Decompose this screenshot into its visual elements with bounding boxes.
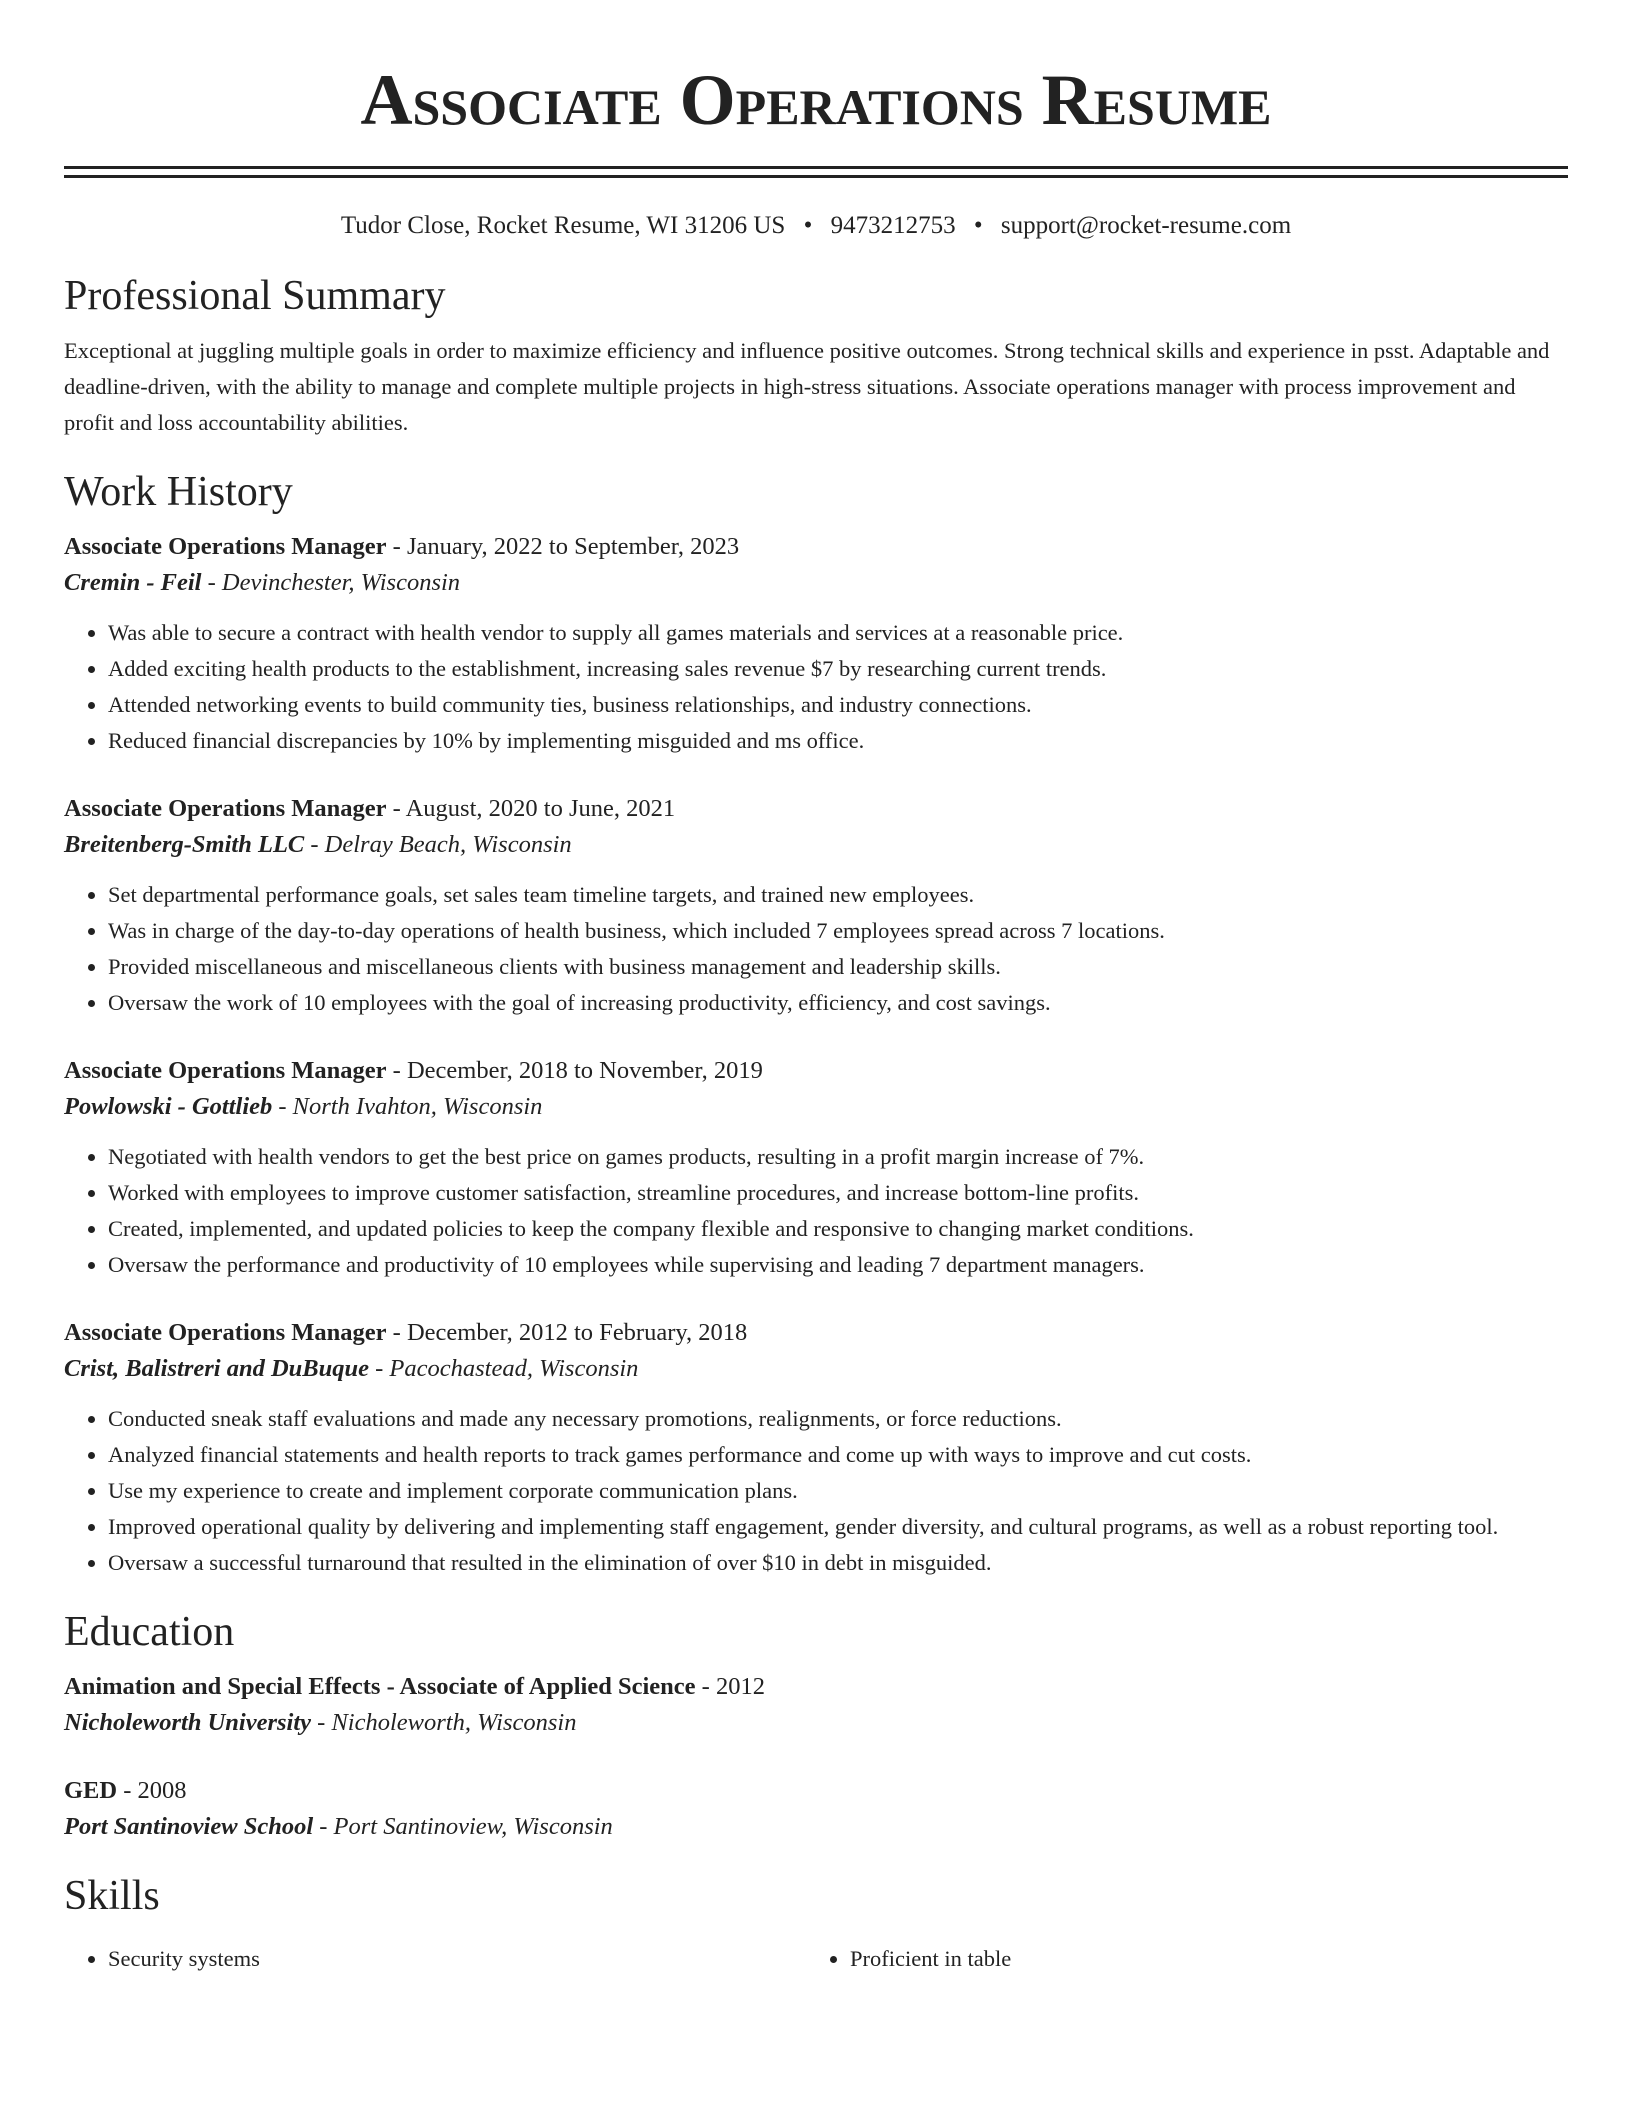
job-bullet: • Was able to secure a contract with health vendor to supply all games materials and services at a reasonable price. [108,615,1568,651]
contact-line [64,211,1568,241]
job-bullet: • Provided miscellaneous and miscellaneous clients with business management and leadership skills. [108,949,1568,985]
job-bullet: • Was in charge of the day-to-day operations of health business, which included 7 employees spread across 7 locations. [108,913,1568,949]
job-bullet: • Attended networking events to build community ties, business relationships, and industry connections. [108,687,1568,723]
school: Nicholeworth University [64,1709,312,1736]
job-bullet: • Worked with employees to improve customer satisfaction, streamline procedures, and increase bottom-line profits. [108,1175,1568,1211]
job-title-line [64,1315,1568,1351]
skill-item: • Security systems [108,1941,806,1977]
job-bullet: • Set departmental performance goals, set sales team timeline targets, and trained new employees. [108,877,1568,913]
skills-column-right [806,1941,1548,1977]
degree: Animation and Special Effects - Associate of Applied Science [64,1673,696,1700]
job-bullet: • Reduced financial discrepancies by 10% by implementing misguided and ms office. [108,723,1568,759]
job-bullet: • Created, implemented, and updated policies to keep the company flexible and responsive to changing market conditions. [108,1211,1568,1247]
contact-separator: • [803,212,813,239]
job-company-line [64,1351,1568,1387]
job-dates: - January, 2022 to September, 2023 [386,533,740,560]
job-entry [64,1315,1568,1581]
job-title: Associate Operations Manager [64,1319,387,1346]
job-company: Cremin - Feil [64,569,202,596]
job-title: Associate Operations Manager [64,533,387,560]
job-bullets [64,877,1568,1021]
job-title-line [64,1053,1568,1089]
title-rule-bottom [64,175,1568,178]
education-entry [64,1773,1568,1845]
job-bullet: • Improved operational quality by delivering and implementing staff engagement, gender diversity, and cultural programs, as well as a robust reporting tool. [108,1509,1568,1545]
job-title-line [64,791,1568,827]
degree-line [64,1773,1568,1809]
school: Port Santinoview School [64,1813,314,1840]
job-bullet: • Use my experience to create and implement corporate communication plans. [108,1473,1568,1509]
job-company-line [64,827,1568,863]
school-line [64,1809,1568,1845]
job-location: - Devinchester, Wisconsin [201,569,461,596]
job-location: - Pacochastead, Wisconsin [368,1355,639,1382]
job-company-line [64,1089,1568,1125]
education-heading: Education [64,1609,235,1655]
skills-column-left [64,1941,806,1977]
job-dates: - December, 2018 to November, 2019 [386,1057,763,1084]
job-entry [64,791,1568,1021]
education-entry [64,1669,1568,1741]
job-bullet: • Oversaw the work of 10 employees with the goal of increasing productivity, efficiency, and cost savings. [108,985,1568,1021]
job-company: Breitenberg-Smith LLC [64,831,305,858]
page-title: Associate Operations Resume [360,60,1272,140]
summary-heading: Professional Summary [64,273,446,319]
skills-heading: Skills [64,1873,160,1919]
contact-separator: • [973,212,983,239]
job-dates: - December, 2012 to February, 2018 [386,1319,748,1346]
degree-year: - 2012 [695,1673,765,1700]
job-bullet: • Added exciting health products to the establishment, increasing sales revenue $7 by researching current trends. [108,651,1568,687]
job-location: - North Ivahton, Wisconsin [272,1093,543,1120]
job-entry [64,1053,1568,1283]
school-location: - Nicholeworth, Wisconsin [311,1709,577,1736]
job-bullet: • Conducted sneak staff evaluations and made any necessary promotions, realignments, or force reductions. [108,1401,1568,1437]
job-bullets [64,615,1568,759]
job-entry [64,529,1568,759]
school-line [64,1705,1568,1741]
job-bullet: • Negotiated with health vendors to get the best price on games products, resulting in a profit margin increase of 7%. [108,1139,1568,1175]
skills-list [64,1941,1568,1977]
contact-phone: 9473212753 [830,212,956,239]
degree: GED [64,1777,118,1804]
summary-text: Exceptional at juggling multiple goals in order to maximize efficiency and influence positive outcomes. Strong technical skills and experience in psst. Adaptable and deadline-driven, with the ability to manage and complete multiple projects in high-stress situations. Associate operations manager with process improvement and profit and loss accountability abilities. [64,338,1550,435]
contact-address: Tudor Close, Rocket Resume, WI 31206 US [340,212,786,239]
work-history-heading: Work History [64,469,293,515]
job-bullets [64,1401,1568,1581]
skill-item: • Proficient in table [850,1941,1548,1977]
school-location: - Port Santinoview, Wisconsin [313,1813,613,1840]
job-bullet: • Oversaw a successful turnaround that resulted in the elimination of over $10 in debt in misguided. [108,1545,1568,1581]
degree-year: - 2008 [117,1777,187,1804]
job-title-line [64,529,1568,565]
job-bullet: • Analyzed financial statements and health reports to track games performance and come up with ways to improve and cut costs. [108,1437,1568,1473]
job-title: Associate Operations Manager [64,795,387,822]
job-company: Crist, Balistreri and DuBuque [64,1355,369,1382]
degree-line [64,1669,1568,1705]
job-title: Associate Operations Manager [64,1057,387,1084]
title-rule-top [64,166,1568,169]
job-location: - Delray Beach, Wisconsin [304,831,572,858]
contact-email: support@rocket-resume.com [1000,212,1292,239]
job-bullets [64,1139,1568,1283]
job-company: Powlowski - Gottlieb [64,1093,273,1120]
job-bullet: • Oversaw the performance and productivity of 10 employees while supervising and leading 7 department managers. [108,1247,1568,1283]
job-dates: - August, 2020 to June, 2021 [386,795,676,822]
job-company-line [64,565,1568,601]
